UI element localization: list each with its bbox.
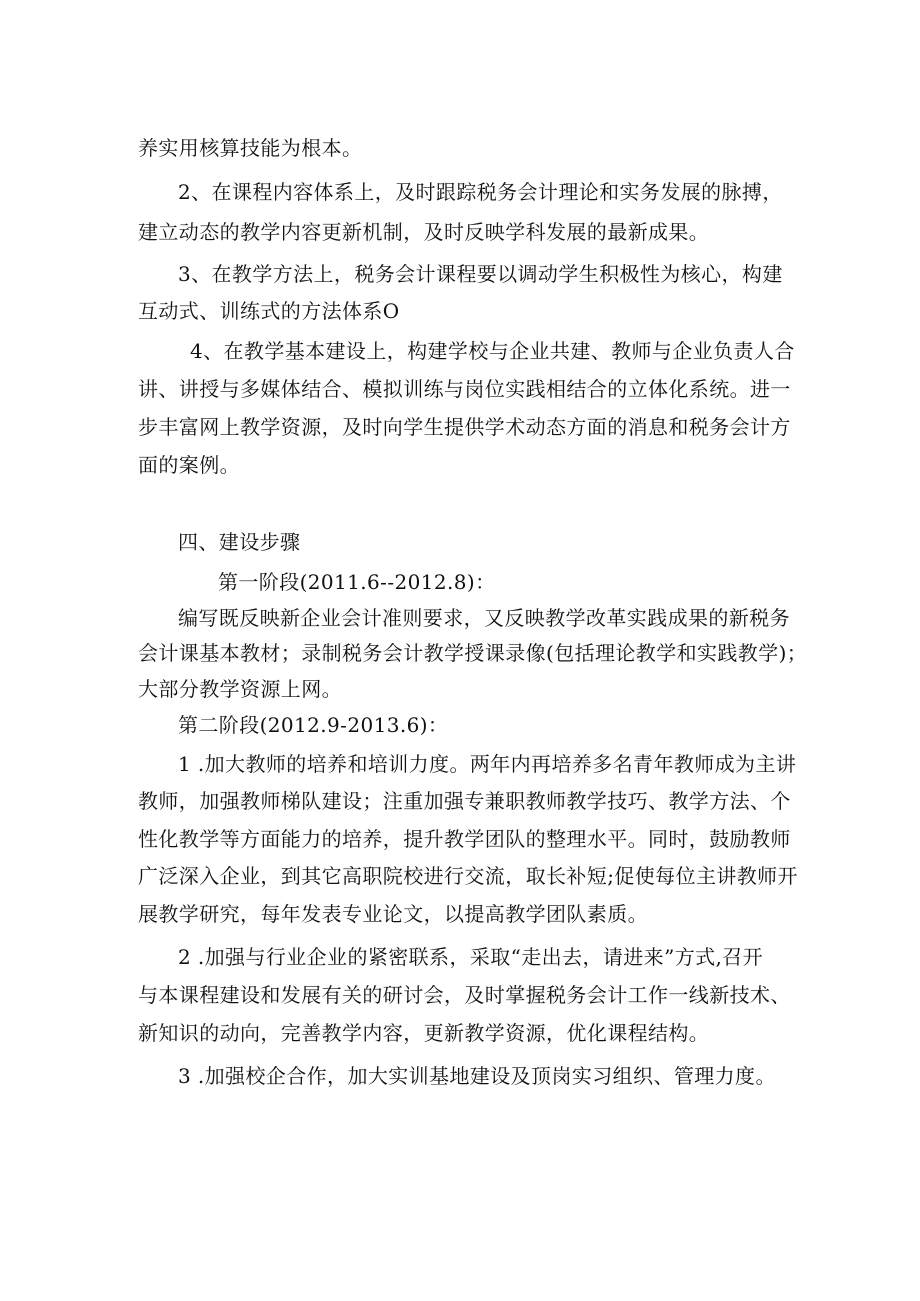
- text-line: 3 .加强校企合作，加大实训基地建设及顶岗实习组织、管理力度。: [178, 1064, 776, 1088]
- text-line: 新知识的动向，完善教学内容，更新教学资源，优化课程结构。: [138, 1021, 710, 1045]
- text-line: 2、在课程内容体系上，及时跟踪税务会计理论和实务发展的脉搏，: [178, 180, 783, 204]
- text-line: 大部分教学资源上网。: [138, 677, 342, 701]
- text-line: 步丰富网上教学资源，及时向学生提供学术动态方面的消息和税务会计方: [138, 415, 791, 439]
- text-line: 会计课基本教材；录制税务会计教学授课录像(包括理论教学和实践教学)；: [138, 641, 808, 665]
- text-line: 广泛深入企业，到其它高职院校进行交流，取长补短;促使每位主讲教师开: [138, 864, 798, 888]
- text-line: 建立动态的教学内容更新机制，及时反映学科发展的最新成果。: [138, 220, 710, 244]
- text-line: 养实用核算技能为根本。: [138, 136, 363, 160]
- text-line: 教师，加强教师梯队建设；注重加强专兼职教师教学技巧、教学方法、个: [138, 789, 791, 813]
- text-line: 互动式、训练式的方法体系O: [138, 299, 400, 323]
- text-line: 1 .加大教师的培养和培训力度。两年内再培养多名青年教师成为主讲: [178, 752, 797, 776]
- section-heading: 四、建设步骤: [178, 530, 301, 554]
- text-line: 展教学研究，每年发表专业论文，以提高教学团队素质。: [138, 902, 648, 926]
- phase-heading: 第一阶段(2011.6--2012.8)：: [218, 570, 496, 594]
- text-line: 2 .加强与行业企业的紧密联系，采取“走出去，请进来”方式,召开: [178, 945, 764, 969]
- text-line: 编写既反映新企业会计准则要求，又反映教学改革实践成果的新税务: [178, 606, 790, 630]
- text-line: 4、在教学基本建设上，构建学校与企业共建、教师与企业负责人合: [190, 339, 795, 363]
- text-line: 与本课程建设和发展有关的研讨会，及时掌握税务会计工作一线新技术、: [138, 983, 791, 1007]
- text-line: 3、在教学方法上，税务会计课程要以调动学生积极性为核心，构建: [178, 262, 783, 286]
- text-line: 面的案例。: [138, 453, 240, 477]
- text-line: 性化教学等方面能力的培养，提升教学团队的整理水平。同时，鼓励教师: [138, 827, 791, 851]
- phase-heading: 第二阶段(2012.9-2013.6)：: [178, 713, 449, 737]
- text-line: 讲、讲授与多媒体结合、模拟训练与岗位实践相结合的立体化系统。进一: [138, 377, 791, 401]
